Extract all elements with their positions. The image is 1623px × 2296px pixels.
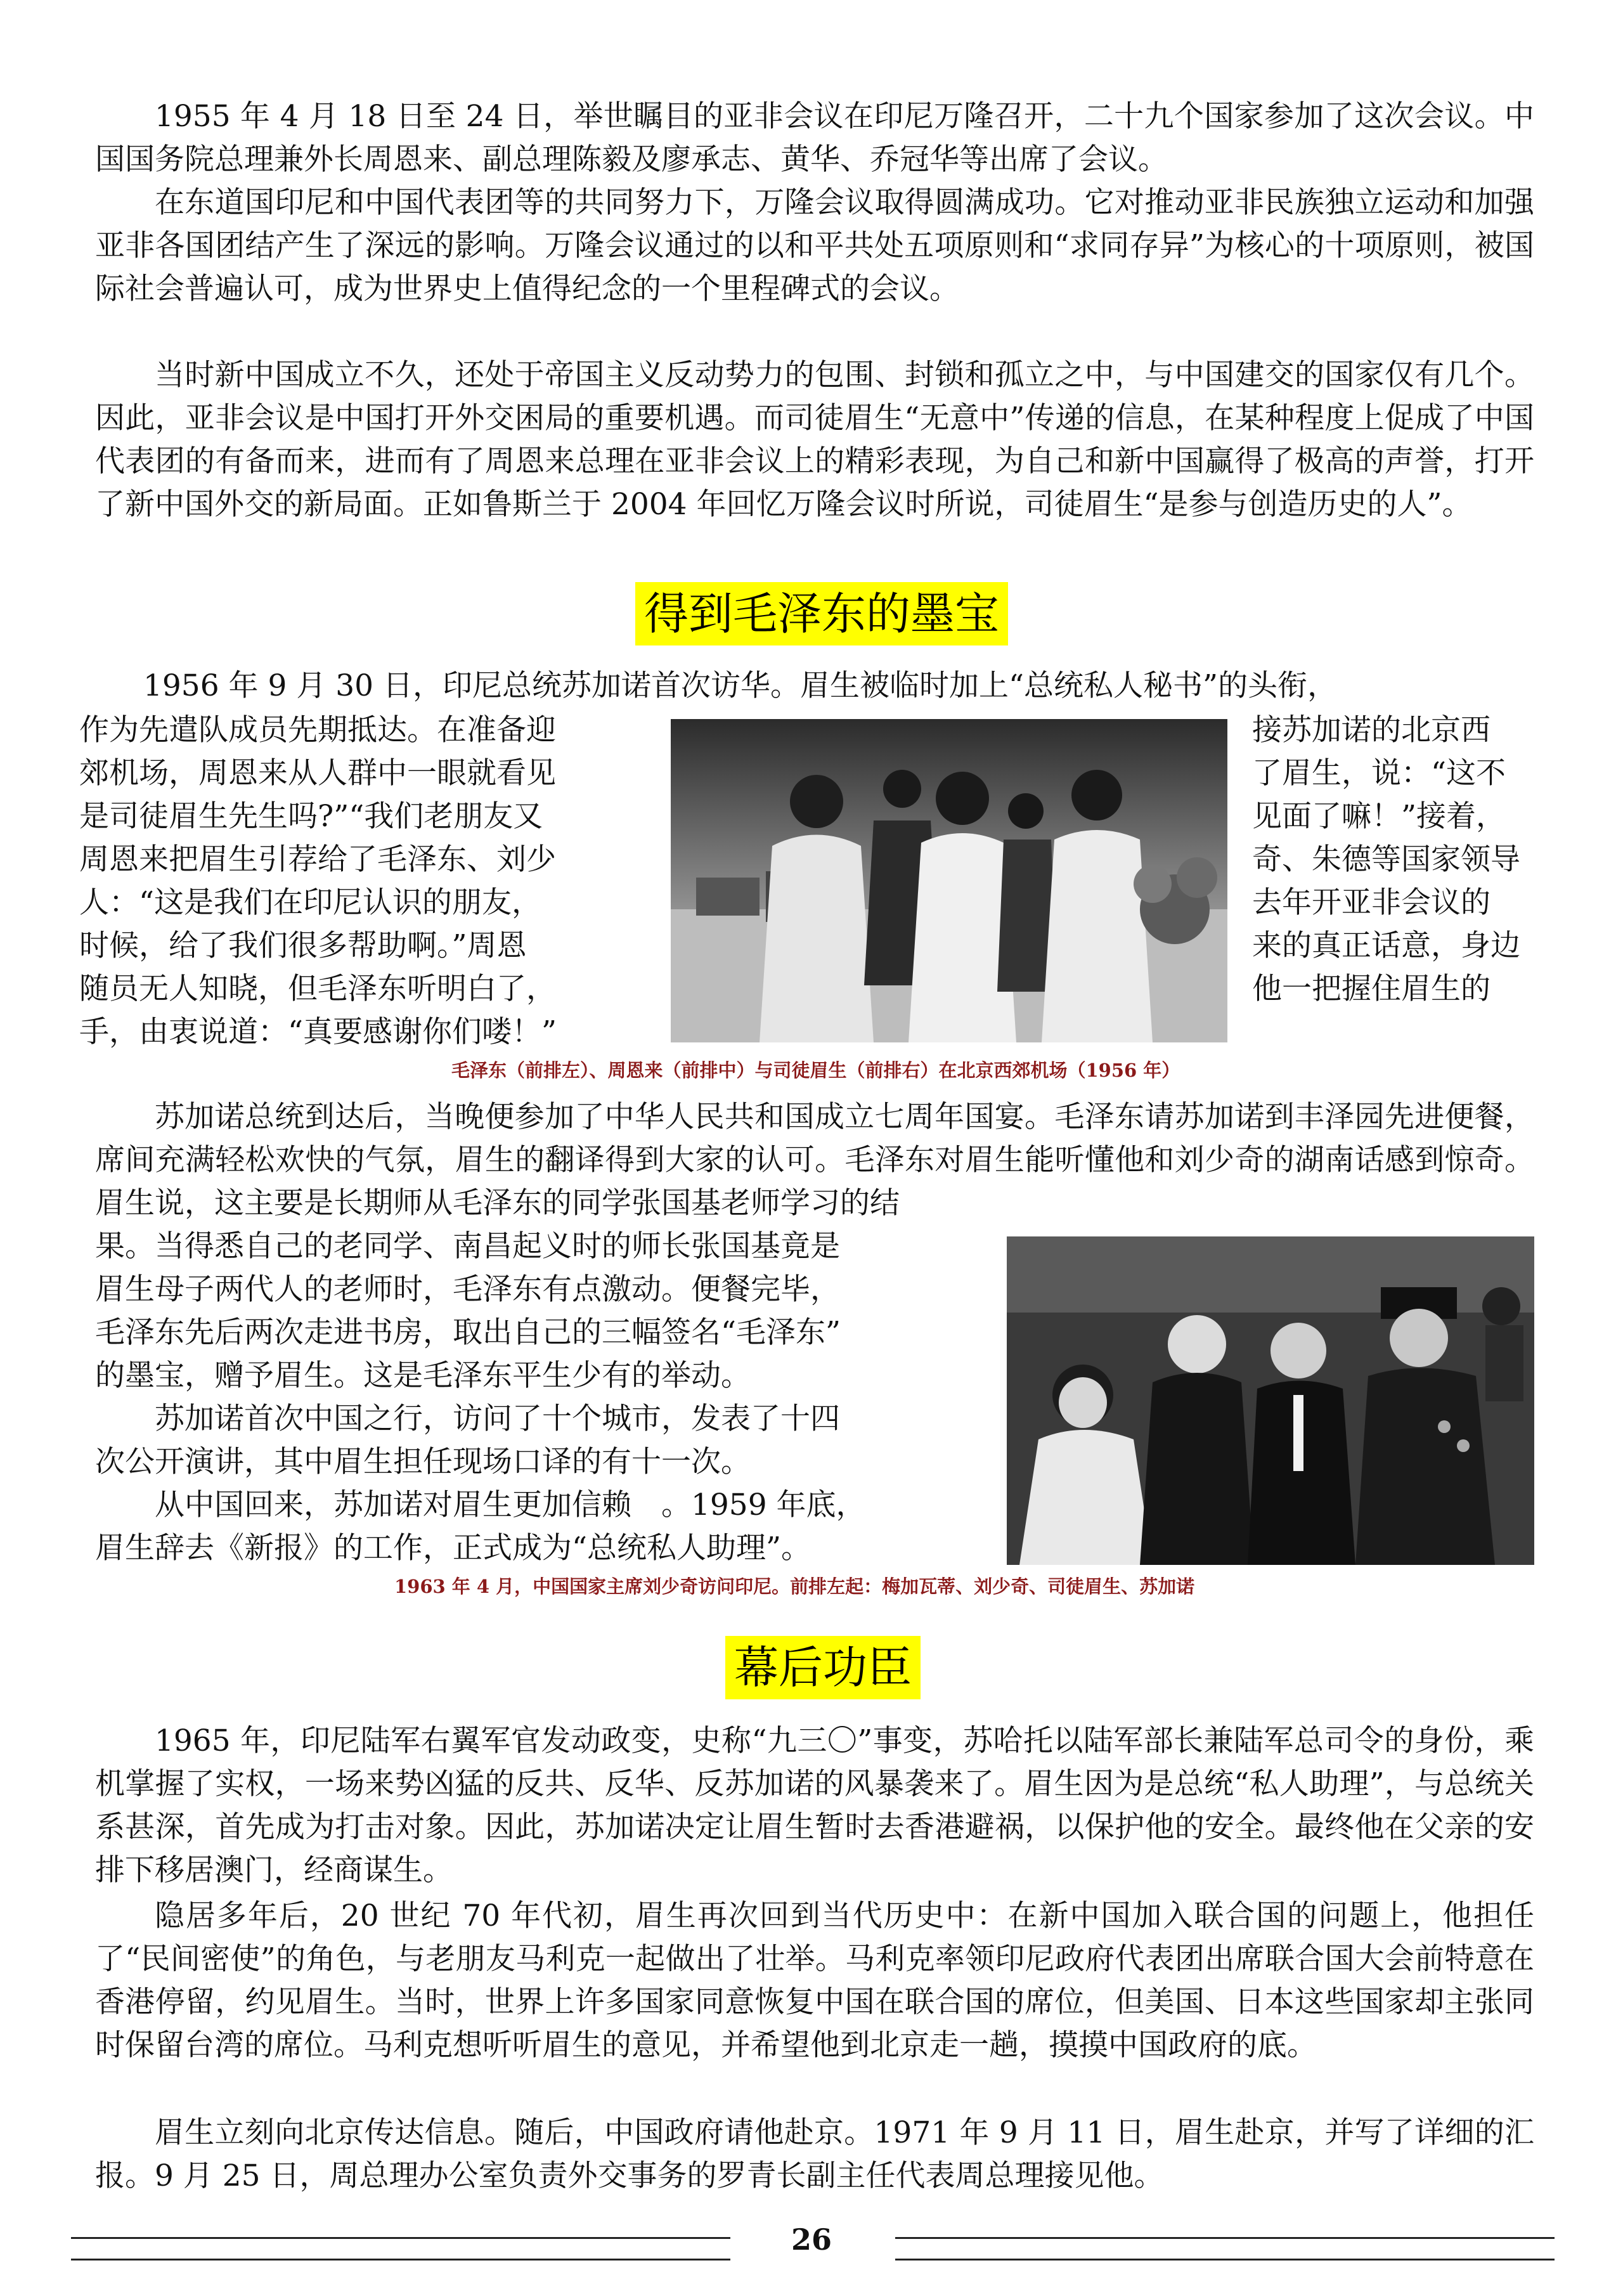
text-line: 从中国回来，苏加诺对眉生更加信赖 。1959 年底，	[155, 1488, 866, 1522]
section2-paragraph-1: 1965 年，印尼陆军右翼军官发动政变，史称“九三〇”事变，苏哈托以陆军部长兼陆军总司令的身份，乘机掌握了实权，一场来势凶猛的反共、反华、反苏加诺的风暴袭来了。眉生因为是总统“私人助理”，与总统关系甚深，首先成为打击对象。因此，苏加诺决定让眉生暂时去香港避祸，以保护他的安全。最终他在父亲的安排下移居澳门，经商谋生。	[95, 1723, 1534, 1888]
section1-first-line: 1956 年 9 月 30 日，印尼总统苏加诺首次访华。眉生被临时加上“总统私人秘书”的头衔，	[143, 668, 1338, 703]
text-line: 的墨宝，赠予眉生。这是毛泽东平生少有的举动。	[95, 1358, 751, 1393]
photo-figures	[671, 719, 1227, 1042]
text-line: 来的真正话意，身边	[1252, 928, 1520, 963]
intro-paragraph-3: 当时新中国成立不久，还处于帝国主义反动势力的包围、封锁和孤立之中，与中国建交的国家仅有几个。因此，亚非会议是中国打开外交困局的重要机遇。而司徒眉生“无意中”传递的信息，在某种程度上促成了中国代表团的有备而来，进而有了周恩来总理在亚非会议上的精彩表现，为自己和新中国赢得了极高的声誉，打开了新中国外交的新局面。正如鲁斯兰于 2004 年回忆万隆会议时所说，司徒眉生“是参与创造历史的人”。	[95, 358, 1534, 522]
text-line: 毛泽东先后两次走进书房，取出自己的三幅签名“毛泽东”	[95, 1315, 841, 1350]
text-line: 眉生辞去《新报》的工作，正式成为“总统私人助理”。	[95, 1531, 812, 1566]
text-line: 手，由衷说道：“真要感谢你们喽！”	[79, 1015, 557, 1049]
text-line: 郊机场，周恩来从人群中一眼就看见	[79, 756, 556, 791]
section2-paragraph-3: 眉生立刻向北京传达信息。随后，中国政府请他赴京。1971 年 9 月 11 日，眉生赴京，并写了详细的汇报。9 月 25 日，周总理办公室负责外交事务的罗青长副主任代表周总理接见他。	[95, 2115, 1534, 2193]
section-title-calligraphy: 得到毛泽东的墨宝	[635, 582, 1008, 645]
photo-figures-1963	[1007, 1236, 1534, 1565]
text-line: 苏加诺首次中国之行，访问了十个城市，发表了十四	[155, 1401, 840, 1436]
text-line: 时候，给了我们很多帮助啊。”周恩	[79, 928, 527, 963]
photo-beijing-airport-1956	[671, 719, 1227, 1042]
intro-paragraph-2: 在东道国印尼和中国代表团等的共同努力下，万隆会议取得圆满成功。它对推动亚非民族独立运动和加强亚非各国团结产生了深远的影响。万隆会议通过的以和平共处五项原则和“求同存异”为核心的十项原则，被国际社会普遍认可，成为世界史上值得纪念的一个里程碑式的会议。	[95, 185, 1534, 306]
footer-rule-left-top	[71, 2237, 730, 2239]
footer-rule-left-bottom	[71, 2259, 730, 2260]
text-line: 奇、朱德等国家领导	[1252, 842, 1520, 877]
text-line: 果。当得悉自己的老同学、南昌起义时的师长张国基竟是	[95, 1229, 840, 1264]
intro-paragraph-1: 1955 年 4 月 18 日至 24 日，举世瞩目的亚非会议在印尼万隆召开，二十九个国家参加了这次会议。中国国务院总理兼外长周恩来、副总理陈毅及廖承志、黄华、乔冠华等出席了会议。	[95, 99, 1534, 177]
page-number: 26	[791, 2222, 832, 2257]
text-line: 人：“这是我们在印尼认识的朋友，	[79, 885, 542, 920]
text-line: 是司徒眉生先生吗?”“我们老朋友又	[79, 799, 543, 834]
photo-indonesia-visit-1963	[1007, 1236, 1534, 1565]
text-line: 周恩来把眉生引荐给了毛泽东、刘少	[79, 842, 556, 877]
text-line: 眉生母子两代人的老师时，毛泽东有点激动。便餐完毕，	[95, 1272, 840, 1307]
text-line: 随员无人知晓，但毛泽东听明白了，	[79, 971, 556, 1006]
text-line: 次公开演讲，其中眉生担任现场口译的有十一次。	[95, 1444, 751, 1479]
text-line: 见面了嘛！”接着，	[1252, 799, 1506, 834]
footer-rule-right-top	[895, 2237, 1555, 2239]
photo-caption-1963: 1963 年 4 月，中国国家主席刘少奇访问印尼。前排左起：梅加瓦蒂、刘少奇、司徒眉生、苏加诺	[394, 1576, 1195, 1597]
section2-paragraph-2: 隐居多年后，20 世纪 70 年代初，眉生再次回到当代历史中：在新中国加入联合国的问题上，他担任了“民间密使”的角色，与老朋友马利克一起做出了壮举。马利克率领印尼政府代表团出席联合国大会前特意在香港停留，约见眉生。当时，世界上许多国家同意恢复中国在联合国的席位，但美国、日本这些国家却主张同时保留台湾的席位。马利克想听听眉生的意见，并希望他到北京走一趟，摸摸中国政府的底。	[95, 1898, 1534, 2063]
photo-caption-1956: 毛泽东（前排左）、周恩来（前排中）与司徒眉生（前排右）在北京西郊机场（1956 年）	[451, 1060, 1180, 1081]
footer-rule-right-bottom	[895, 2259, 1555, 2260]
text-line: 了眉生，说：“这不	[1252, 756, 1506, 791]
text-line: 他一把握住眉生的	[1252, 971, 1490, 1006]
text-line: 去年开亚非会议的	[1252, 885, 1490, 920]
text-line: 作为先遣队成员先期抵达。在准备迎	[79, 713, 556, 748]
section-title-behind-the-scenes: 幕后功臣	[725, 1636, 921, 1699]
section1-paragraph-2: 苏加诺总统到达后，当晚便参加了中华人民共和国成立七周年国宴。毛泽东请苏加诺到丰泽园先进便餐，席间充满轻松欢快的气氛，眉生的翻译得到大家的认可。毛泽东对眉生能听懂他和刘少奇的湖南话感到惊奇。眉生说，这主要是长期师从毛泽东的同学张国基老师学习的结	[95, 1099, 1534, 1221]
text-line: 接苏加诺的北京西	[1252, 713, 1490, 748]
